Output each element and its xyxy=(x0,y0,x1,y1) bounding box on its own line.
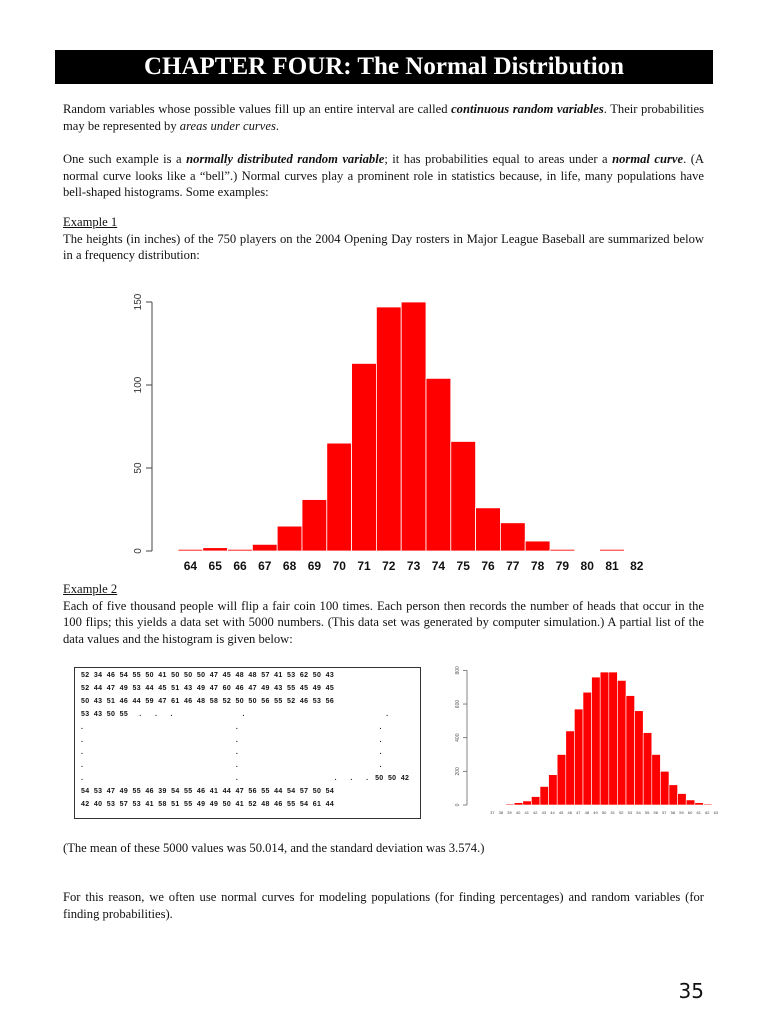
y-tick-label: 600 xyxy=(455,699,461,709)
bar xyxy=(557,755,566,805)
x-tick-label: 80 xyxy=(580,559,594,573)
mean-note: (The mean of these 5000 values was 50.014, and the standard deviation was 3.574.) xyxy=(63,841,485,855)
y-tick-label: 400 xyxy=(455,733,461,742)
bar xyxy=(203,548,228,551)
x-tick-label: 57 xyxy=(662,810,667,815)
bar xyxy=(600,549,625,551)
bar xyxy=(660,771,669,805)
x-tick-label: 59 xyxy=(679,810,684,815)
bar xyxy=(574,709,583,805)
x-tick-label: 68 xyxy=(282,559,297,573)
bar xyxy=(178,549,203,551)
x-tick-label: 56 xyxy=(653,810,658,815)
x-tick-label: 41 xyxy=(524,810,529,815)
x-tick-label: 61 xyxy=(696,810,701,815)
x-tick-label: 44 xyxy=(550,810,555,815)
x-tick-label: 72 xyxy=(382,559,396,573)
table-row: 54 53 47 49 55 46 39 54 55 46 41 44 47 56 55 44 54 57 50 54 xyxy=(81,788,335,796)
bar xyxy=(252,544,277,551)
height-histogram xyxy=(0,285,768,585)
bar xyxy=(500,523,525,551)
table-row: 52 44 47 49 53 44 45 51 43 49 47 60 46 47 49 43 55 45 49 45 xyxy=(81,684,335,692)
x-tick-label: 48 xyxy=(584,810,590,815)
data-values-table xyxy=(74,667,421,819)
x-tick-label: 45 xyxy=(558,810,564,815)
bar xyxy=(327,443,352,551)
x-tick-label: 77 xyxy=(506,559,520,573)
x-tick-label: 37 xyxy=(490,810,495,815)
x-tick-label: 75 xyxy=(456,559,470,573)
x-tick-label: 82 xyxy=(630,559,644,573)
table-row: . . . xyxy=(81,723,382,731)
bar xyxy=(669,785,678,805)
p2-b: normally distributed random variable xyxy=(186,152,385,166)
coin-flip-histogram xyxy=(445,655,745,820)
table-row: . . . . . 50 50 42 xyxy=(81,775,410,783)
bar xyxy=(451,441,476,551)
x-tick-label: 43 xyxy=(541,810,547,815)
y-tick-label: 0 xyxy=(455,803,461,807)
x-tick-label: 50 xyxy=(601,810,607,815)
x-tick-label: 76 xyxy=(481,559,495,573)
p1-d: areas under curves xyxy=(179,118,276,133)
x-tick-label: 58 xyxy=(670,810,676,815)
bar xyxy=(514,803,523,805)
bar xyxy=(550,549,575,551)
x-tick-label: 60 xyxy=(687,810,693,815)
x-tick-label: 79 xyxy=(555,559,570,573)
closing-paragraph: For this reason, we often use normal curves for modeling populations (for finding percentages) and random variables (for finding probabilities). xyxy=(63,890,704,921)
bar xyxy=(686,800,695,805)
p1-c: . Their probabilities may be represented by xyxy=(63,102,704,133)
x-tick-label: 40 xyxy=(515,810,521,815)
x-tick-label: 53 xyxy=(627,810,633,815)
bar xyxy=(376,307,401,551)
x-tick-label: 46 xyxy=(567,810,572,815)
x-tick-label: 51 xyxy=(610,810,615,815)
example-2-text: Each of five thousand people will flip a fair coin 100 times. Each person then records the number of heads that occur in the 100 flips; this yields a data set with 5000 numbers. (This data set was generated by computer simulation.) A partial list of the data values and the histogram is given below: xyxy=(63,598,704,646)
x-tick-label: 63 xyxy=(713,810,719,815)
x-tick-label: 71 xyxy=(357,559,371,573)
x-tick-label: 55 xyxy=(644,810,650,815)
bar xyxy=(549,775,558,805)
x-tick-label: 42 xyxy=(533,810,538,815)
example-1-text: The heights (in inches) of the 750 players on the 2004 Opening Day rosters in Major League Baseball are summarized below in a frequency distribution: xyxy=(63,231,704,262)
bar xyxy=(626,696,635,805)
y-tick-label: 0 xyxy=(133,548,144,554)
bar xyxy=(617,680,626,805)
bar xyxy=(302,500,327,551)
bar xyxy=(703,804,712,805)
bar xyxy=(592,677,601,805)
table-row: 42 40 53 57 53 41 58 51 55 49 49 50 41 52 48 46 55 54 61 44 xyxy=(81,801,335,808)
x-tick-label: 64 xyxy=(183,559,198,573)
y-tick-label: 150 xyxy=(133,293,144,311)
p2-c: ; it has probabilities equal to areas under a xyxy=(384,152,613,166)
x-tick-label: 54 xyxy=(636,810,641,815)
table-row: 53 43 50 55 . . . . . xyxy=(81,710,389,718)
bar xyxy=(506,804,515,805)
bar xyxy=(609,672,618,805)
bar xyxy=(352,363,377,551)
table-row: 50 43 51 46 44 59 47 61 46 48 58 52 50 50 56 55 52 46 53 56 xyxy=(81,697,335,705)
table-row: . . . xyxy=(81,762,382,770)
bar xyxy=(643,733,652,805)
table-row: . . . xyxy=(81,749,382,757)
bar xyxy=(678,794,687,805)
x-tick-label: 52 xyxy=(619,810,624,815)
bar xyxy=(540,786,549,805)
table-row: . . . xyxy=(81,736,382,744)
bar xyxy=(531,797,540,805)
y-tick-label: 50 xyxy=(133,462,144,474)
x-tick-label: 81 xyxy=(605,559,619,573)
p1-e: . xyxy=(275,118,280,133)
p2-a: One such example is a xyxy=(63,152,187,166)
bar xyxy=(600,672,609,805)
bar xyxy=(525,541,550,551)
x-tick-label: 62 xyxy=(705,810,710,815)
normal-curve-paragraph xyxy=(63,151,704,201)
x-tick-label: 74 xyxy=(431,559,446,573)
y-tick-label: 200 xyxy=(455,767,461,776)
table-row: 52 34 46 54 55 50 41 50 50 50 47 45 48 48 57 41 53 62 50 43 xyxy=(81,672,335,679)
example-1-heading: Example 1 xyxy=(63,215,118,229)
page-number: 35 xyxy=(678,979,704,1003)
x-tick-label: 39 xyxy=(507,810,512,815)
p2-d: normal curve xyxy=(612,152,684,166)
x-tick-label: 78 xyxy=(530,559,545,573)
x-tick-label: 47 xyxy=(576,810,581,815)
bar xyxy=(426,378,451,551)
x-tick-label: 38 xyxy=(498,810,504,815)
x-tick-label: 66 xyxy=(233,559,247,573)
example-2-heading: Example 2 xyxy=(63,582,118,596)
p1-a: Random variables whose possible values fill up an entire interval are called xyxy=(63,102,452,116)
chapter-title: CHAPTER FOUR: The Normal Distribution xyxy=(55,50,713,84)
p2-e: . (A normal curve looks like a “bell”.) Normal curves play a prominent role in statistics because, in life, many populations have bell-shaped histograms. Some examples: xyxy=(63,152,704,199)
y-tick-label: 100 xyxy=(133,376,144,394)
x-tick-label: 49 xyxy=(593,810,598,815)
intro-paragraph xyxy=(63,101,704,134)
bar xyxy=(476,508,501,551)
p1-b: continuous random variables xyxy=(451,102,604,116)
bar xyxy=(277,526,302,551)
bar xyxy=(652,755,661,805)
example-1 xyxy=(63,214,704,264)
x-tick-label: 73 xyxy=(406,559,421,573)
x-tick-label: 67 xyxy=(258,559,272,573)
x-tick-label: 69 xyxy=(307,559,322,573)
x-tick-label: 70 xyxy=(332,559,346,573)
bar xyxy=(695,803,704,805)
y-tick-label: 800 xyxy=(455,666,461,675)
example-2 xyxy=(63,581,704,647)
bar xyxy=(228,549,253,551)
bar xyxy=(583,692,592,805)
bar xyxy=(523,801,532,805)
bar xyxy=(566,731,575,805)
x-tick-label: 65 xyxy=(208,559,222,573)
bar xyxy=(401,302,426,551)
bar xyxy=(635,711,644,805)
